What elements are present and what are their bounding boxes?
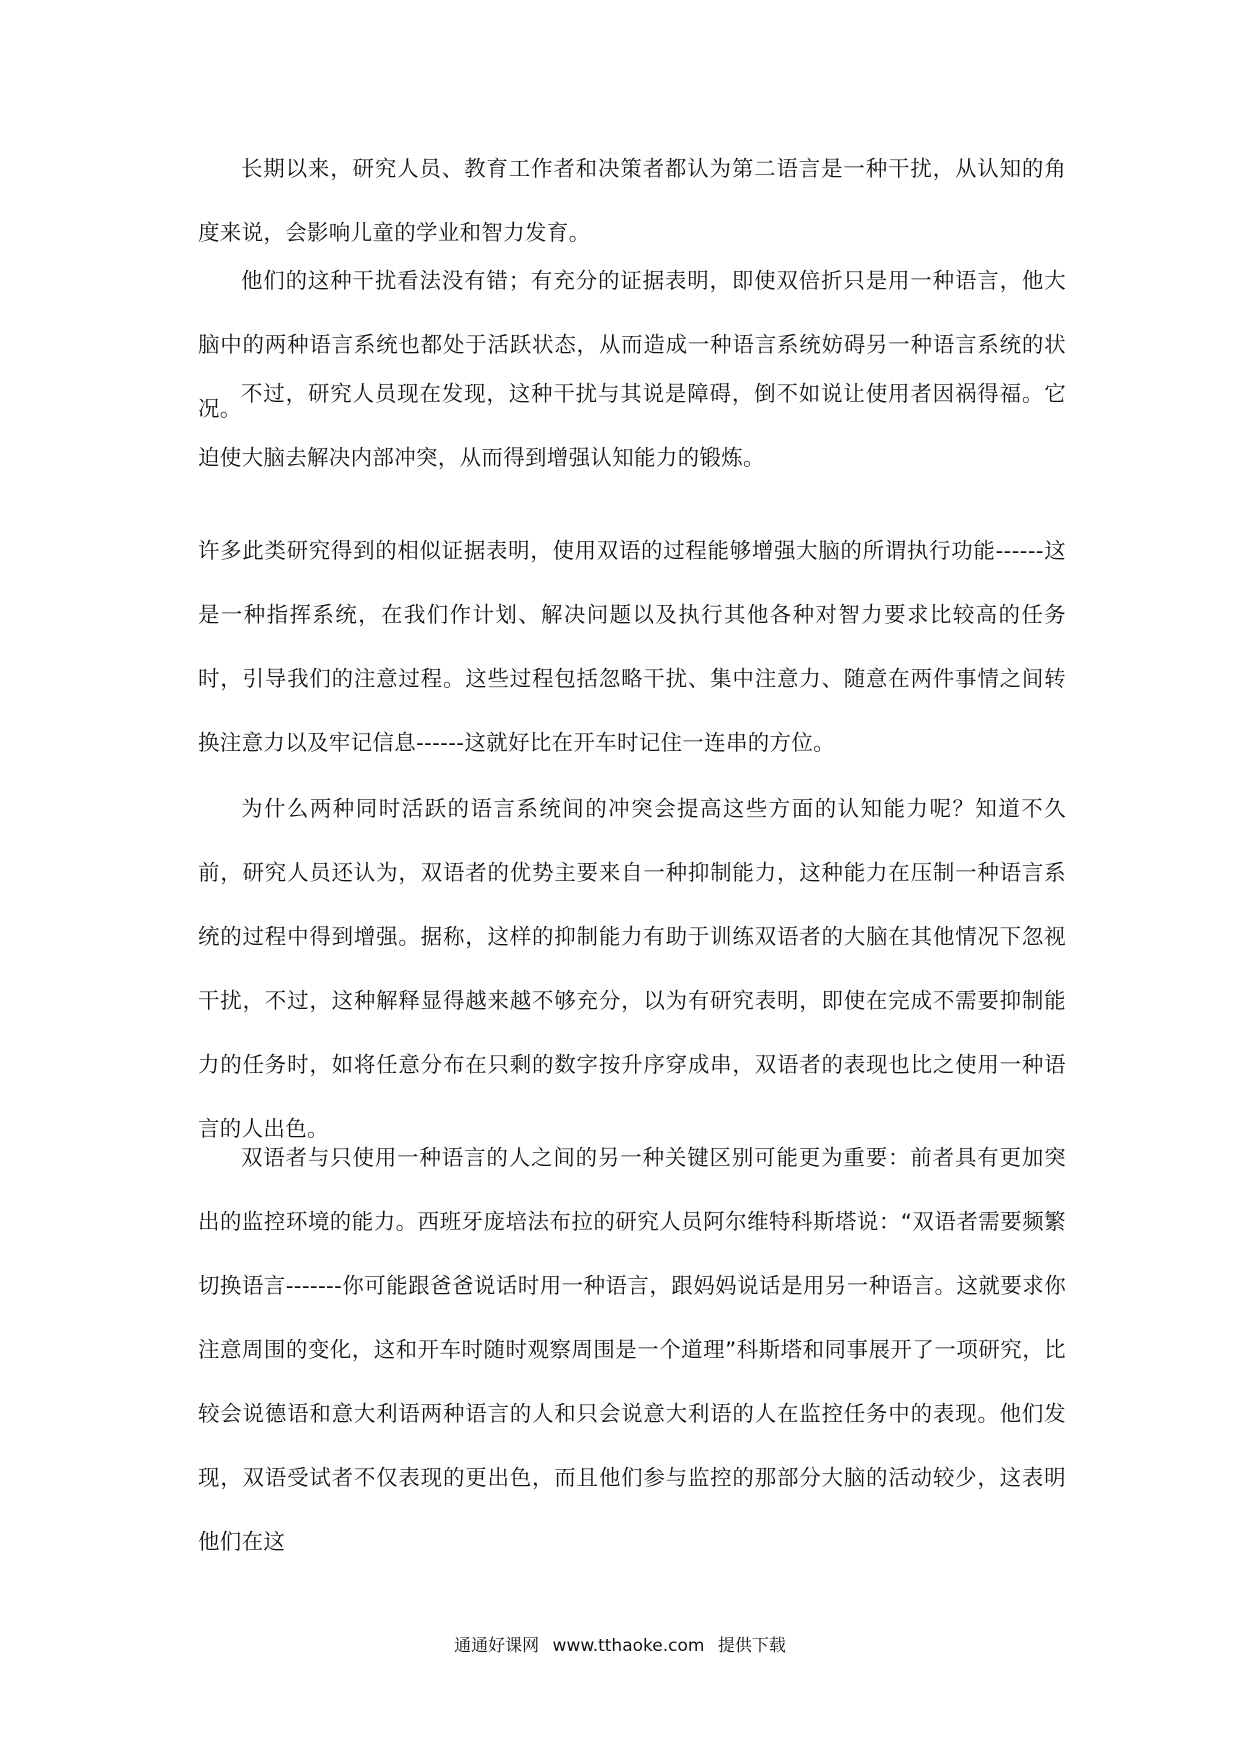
paragraph-6: 双语者与只使用一种语言的人之间的另一种关键区别可能更为重要：前者具有更加突出的监控环境的能力。西班牙庞培法布拉的研究人员阿尔维特科斯塔说：“双语者需要频繁切换语言-------你可能跟爸爸说话时用一种语言，跟妈妈说话是用另一种语言。这就要求你注意周围的变化，这和开车时随时观察周围是一个道理”科斯塔和同事展开了一项研究，比较会说德语和意大利语两种语言的人和只会说意大利语的人在监控任务中的表现。他们发现，双语受试者不仅表现的更出色，而且他们参与监控的那部分大脑的活动较少，这表明他们在这 (198, 1146, 1066, 1555)
page-footer (0, 1634, 1240, 1658)
footer-suffix: 提供下载 (717, 1636, 786, 1656)
paragraph-2: 他们的这种干扰看法没有错；有充分的证据表明，即使双倍折只是用一种语言，他大脑中的两种语言系统也都处于活跃状态，从而造成一种语言系统妨碍另一种语言系统的状况。 (198, 269, 1066, 422)
paragraph-5: 为什么两种同时活跃的语言系统间的冲突会提高这些方面的认知能力呢？知道不久前，研究人员还认为，双语者的优势主要来自一种抑制能力，这种能力在压制一种语言系统的过程中得到增强。据称，这样的抑制能力有助于训练双语者的大脑在其他情况下忽视干扰，不过，这种解释显得越来越不够充分，以为有研究表明，即使在完成不需要抑制能力的任务时，如将任意分布在只剩的数字按升序穿成串，双语者的表现也比之使用一种语言的人出色。 (198, 797, 1066, 1142)
footer-url: www.tthaoke.com (552, 1636, 705, 1656)
paragraph-3: 不过，研究人员现在发现，这种干扰与其说是障碍，倒不如说让使用者因祸得福。它迫使大脑去解决内部冲突，从而得到增强认知能力的锻炼。 (198, 382, 1066, 471)
paragraph-1: 长期以来，研究人员、教育工作者和决策者都认为第二语言是一种干扰，从认知的角度来说，会影响儿童的学业和智力发育。 (198, 157, 1066, 246)
footer-site-name: 通通好课网 (454, 1636, 540, 1656)
paragraph-4: 许多此类研究得到的相似证据表明，使用双语的过程能够增强大脑的所谓执行功能------这是一种指挥系统，在我们作计划、解决问题以及执行其他各种对智力要求比较高的任务时，引导我们的注意过程。这些过程包括忽略干扰、集中注意力、随意在两件事情之间转换注意力以及牢记信息------这就好比在开车时记住一连串的方位。 (198, 539, 1066, 756)
